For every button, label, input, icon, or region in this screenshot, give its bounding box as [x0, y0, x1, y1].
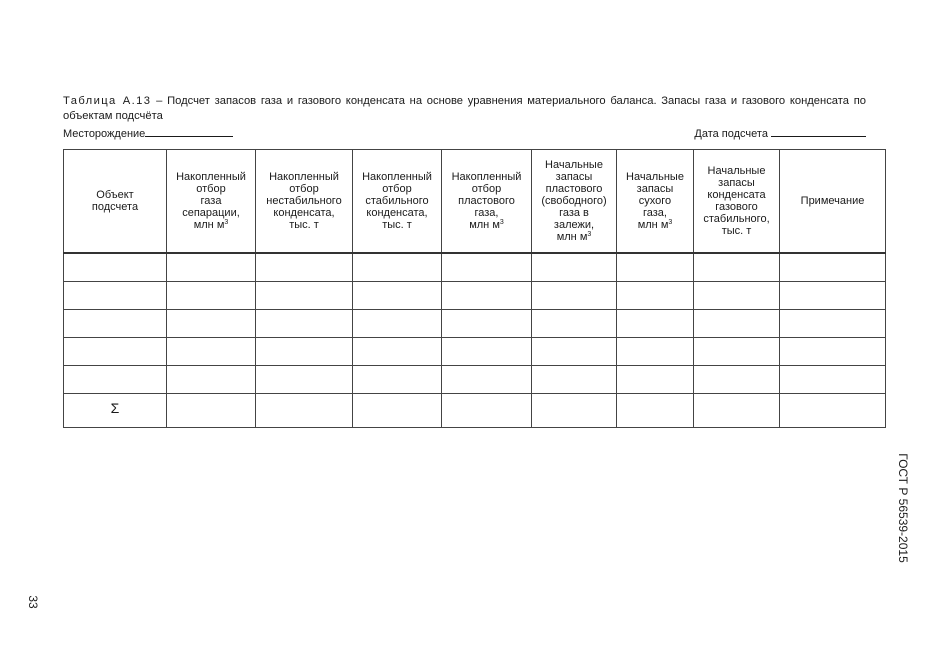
header-initial-condensate: Начальные запасы конденсата газового стабильного, тыс. т — [694, 150, 780, 254]
header-stable-condensate: Накопленный отбор стабильного конденсата, тыс. т — [353, 150, 442, 254]
date-blank[interactable] — [771, 126, 866, 137]
header-unstable-condensate: Накопленный отбор нестабильного конденсата, тыс. т — [256, 150, 353, 254]
header-object: Объект подсчета — [64, 150, 167, 254]
table-row — [64, 366, 886, 394]
date-line — [694, 126, 866, 142]
table-caption-text: – Подсчет запасов газа и газового конденсата на основе уравнения материального баланса. Запасы газа и газового конденсата по объектам подсчёта — [63, 95, 866, 122]
table-row — [64, 310, 886, 338]
reserves-table — [63, 149, 886, 428]
header-separation-gas: Накопленный отбор газа сепарации, млн $м^3$ — [167, 150, 256, 254]
header-reservoir-gas: Накопленный отбор пластового газа, млн $м^3$ — [442, 150, 532, 254]
sum-symbol: Σ — [64, 394, 167, 428]
header-initial-dry-gas: Начальные запасы сухого газа, млн $м^3$ — [617, 150, 694, 254]
table-caption — [63, 94, 866, 124]
header-notes: Примечание — [780, 150, 886, 254]
field-name-line — [63, 126, 233, 142]
sum-row — [64, 394, 886, 428]
table-caption-label: Таблица А.13 — [63, 95, 152, 107]
field-name-blank[interactable] — [145, 126, 233, 137]
table-row — [64, 282, 886, 310]
table-row — [64, 338, 886, 366]
date-label: Дата подсчета — [694, 128, 768, 140]
header-row — [64, 150, 886, 254]
page-number: 33 — [26, 595, 40, 609]
table-row — [64, 253, 886, 282]
meta-row — [63, 126, 866, 142]
field-label: Месторождение — [63, 128, 146, 140]
header-initial-free-gas: Начальные запасы пластового (свободного) газа в залежи, млн $м^3$ — [532, 150, 617, 254]
standard-designation: ГОСТ Р 56539-2015 — [896, 453, 910, 563]
